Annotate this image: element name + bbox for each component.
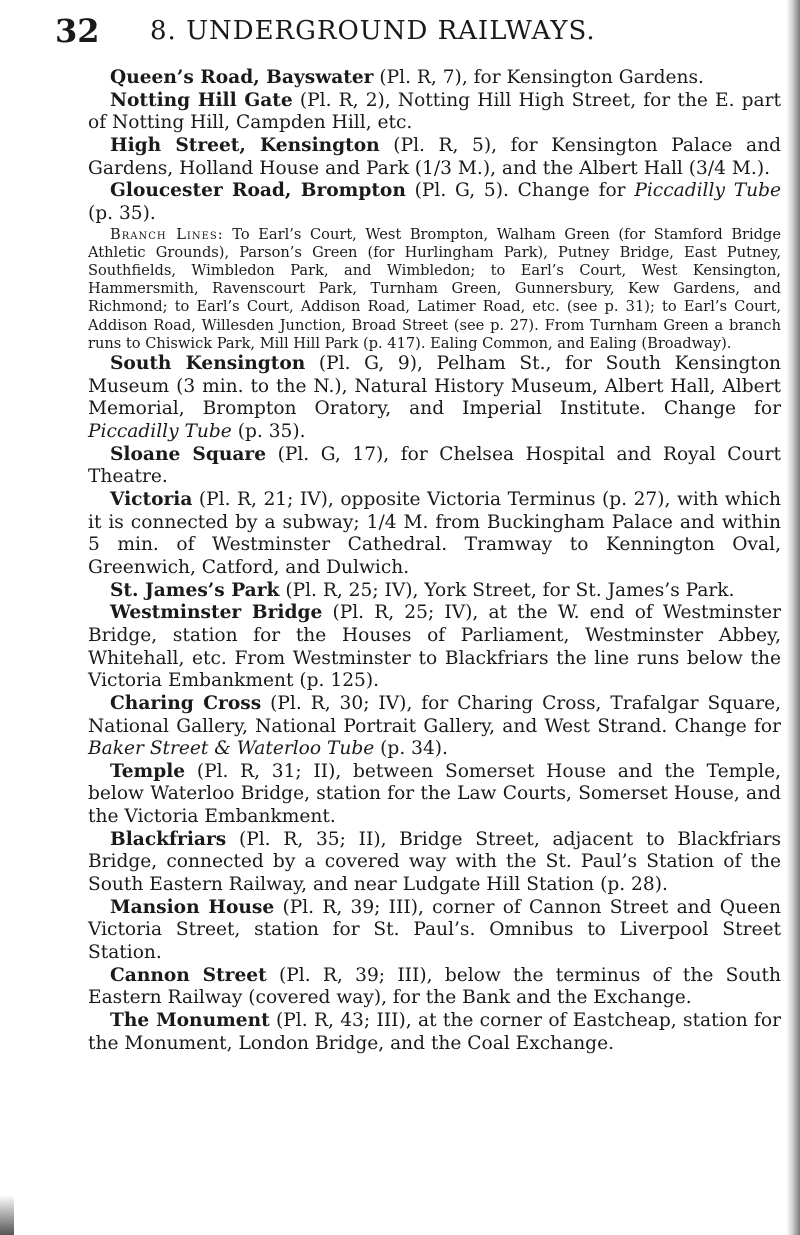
station-description: (Pl. R, 5), for Kensington Palace and Gardens, Holland House and Park (1/3 M.), and the Albert Hall (3/4 M.). [88,134,782,179]
station-entry [88,353,781,444]
station-name: Temple [110,760,186,782]
station-name: Sloane Square [110,443,267,465]
station-entry [88,489,781,580]
station-name: St. James’s Park [110,579,280,601]
change-line: Piccadilly Tube [634,180,781,202]
station-name: South Kensington [110,353,306,375]
station-description: (Pl. R, 21; IV), opposite Victoria Terminus (p. 27), with which it is connected by a subway; 1/4 M. from Buckingham Palace and within 5 min. of Westminster Cathedral. Tramway to Kennington Oval, Greenwich, Catford, and Dulwich. [88,488,781,578]
station-name: Cannon Street [110,964,267,986]
station-description: (Pl. R, 39; III), below the terminus of the South Eastern Railway (covered way), for the Bank and the Exchange. [88,964,781,1009]
body-text [88,67,781,1055]
station-entry [88,67,781,90]
station-name: Victoria [110,488,193,510]
station-entry [88,965,781,1010]
page-reference: (p. 35). [231,420,306,442]
station-entry [88,580,781,603]
station-description: (Pl. R, 31; II), between Somerset House and the Temple, below Waterloo Bridge, station for the Law Courts, Somerset House, and the Victoria Embankment. [88,760,781,828]
branch-lines-text: To Earl’s Court, West Brompton, Walham Green (for Stamford Bridge Athletic Grounds), Parson’s Green (for Hurlingham Park), Putney Bridge, East Putney, Southfields, Wimbledon Park, and Wimbledon; to Earl’s Court, West Kensington, Hammersmith, Ravenscourt Park, Turnham Green, Gunnersbury, Kew Gardens, and Richmond; to Earl’s Court, Addison Road, Latimer Road, etc. (see p. 31); to Earl’s Court, Addison Road, Willesden Junction, Broad Street (see p. 27). From Turnham Green a branch runs to Chiswick Park, Mill Hill Park (p. 417). Ealing Common, and Ealing (Broadway). [88,225,782,352]
running-title: 8. UNDERGROUND RAILWAYS. [150,16,596,46]
station-description: (Pl. G, 17), for Chelsea Hospital and Royal Court Theatre. [88,443,781,488]
station-entry [88,693,781,761]
page-edge-shadow [786,0,800,1235]
station-description: (Pl. G, 9), Pelham St., for South Kensington Museum (3 min. to the N.), Natural History Museum, Albert Hall, Albert Memorial, Brompton Oratory, and Imperial Institute. Change for [88,353,781,420]
station-entry [88,1010,781,1055]
station-entry [88,180,781,225]
station-name: Blackfriars [110,828,227,850]
change-line: Baker Street & Waterloo Tube [88,738,375,760]
branch-lines-label: Branch Lines: [110,225,224,243]
station-description: (Pl. R, 30; IV), for Charing Cross, Trafalgar Square, National Gallery, National Portrait Gallery, and West Strand. Change for [88,692,781,737]
station-entry [88,829,781,897]
station-description: (Pl. R, 35; II), Bridge Street, adjacent to Blackfriars Bridge, connected by a covered way with the St. Paul’s Station of the South Eastern Railway, and near Ludgate Hill Station (p. 28). [88,828,781,896]
station-entry [88,761,781,829]
station-entry [88,90,781,135]
station-description: (Pl. R, 39; III), corner of Cannon Street and Queen Victoria Street, station for St. Paul’s. Omnibus to Liverpool Street Station. [88,896,781,964]
branch-lines-note [88,226,781,353]
station-description: (Pl. R, 7), for Kensington Gardens. [373,67,704,88]
station-description: (Pl. R, 25; IV), York Street, for St. James’s Park. [279,579,735,601]
station-description: (Pl. R, 25; IV), at the W. end of Westminster Bridge, station for the Houses of Parliament, Westminster Abbey, Whitehall, etc. From Westminster to Blackfriars the line runs below the Victoria Embankment (p. 125). [88,602,781,692]
station-name: Charing Cross [110,692,262,714]
page-header [55,12,755,52]
station-entry [88,444,781,489]
station-name: Notting Hill Gate [110,89,293,111]
station-name: Queen’s Road, Bayswater [110,67,374,88]
station-entry [88,897,781,965]
station-description: (Pl. R, 43; III), at the corner of Eastcheap, station for the Monument, London Bridge, and the Coal Exchange. [88,1010,782,1054]
station-name: High Street, Kensington [110,134,380,156]
station-entry [88,135,781,180]
page-reference: (p. 35). [88,202,156,224]
station-entry [88,602,781,693]
page-reference: (p. 34). [374,738,448,760]
page-corner-shadow [0,1195,14,1235]
station-name: Mansion House [110,896,275,918]
station-name: The Monument [110,1010,270,1032]
station-description: (Pl. G, 5). Change for [405,180,635,202]
station-description: (Pl. R, 2), Notting Hill High Street, for the E. part of Notting Hill, Campden Hill, etc. [88,89,781,134]
station-name: Westminster Bridge [110,602,323,624]
page-number: 32 [55,12,100,50]
change-line: Piccadilly Tube [88,420,232,442]
station-name: Gloucester Road, Brompton [110,180,406,202]
